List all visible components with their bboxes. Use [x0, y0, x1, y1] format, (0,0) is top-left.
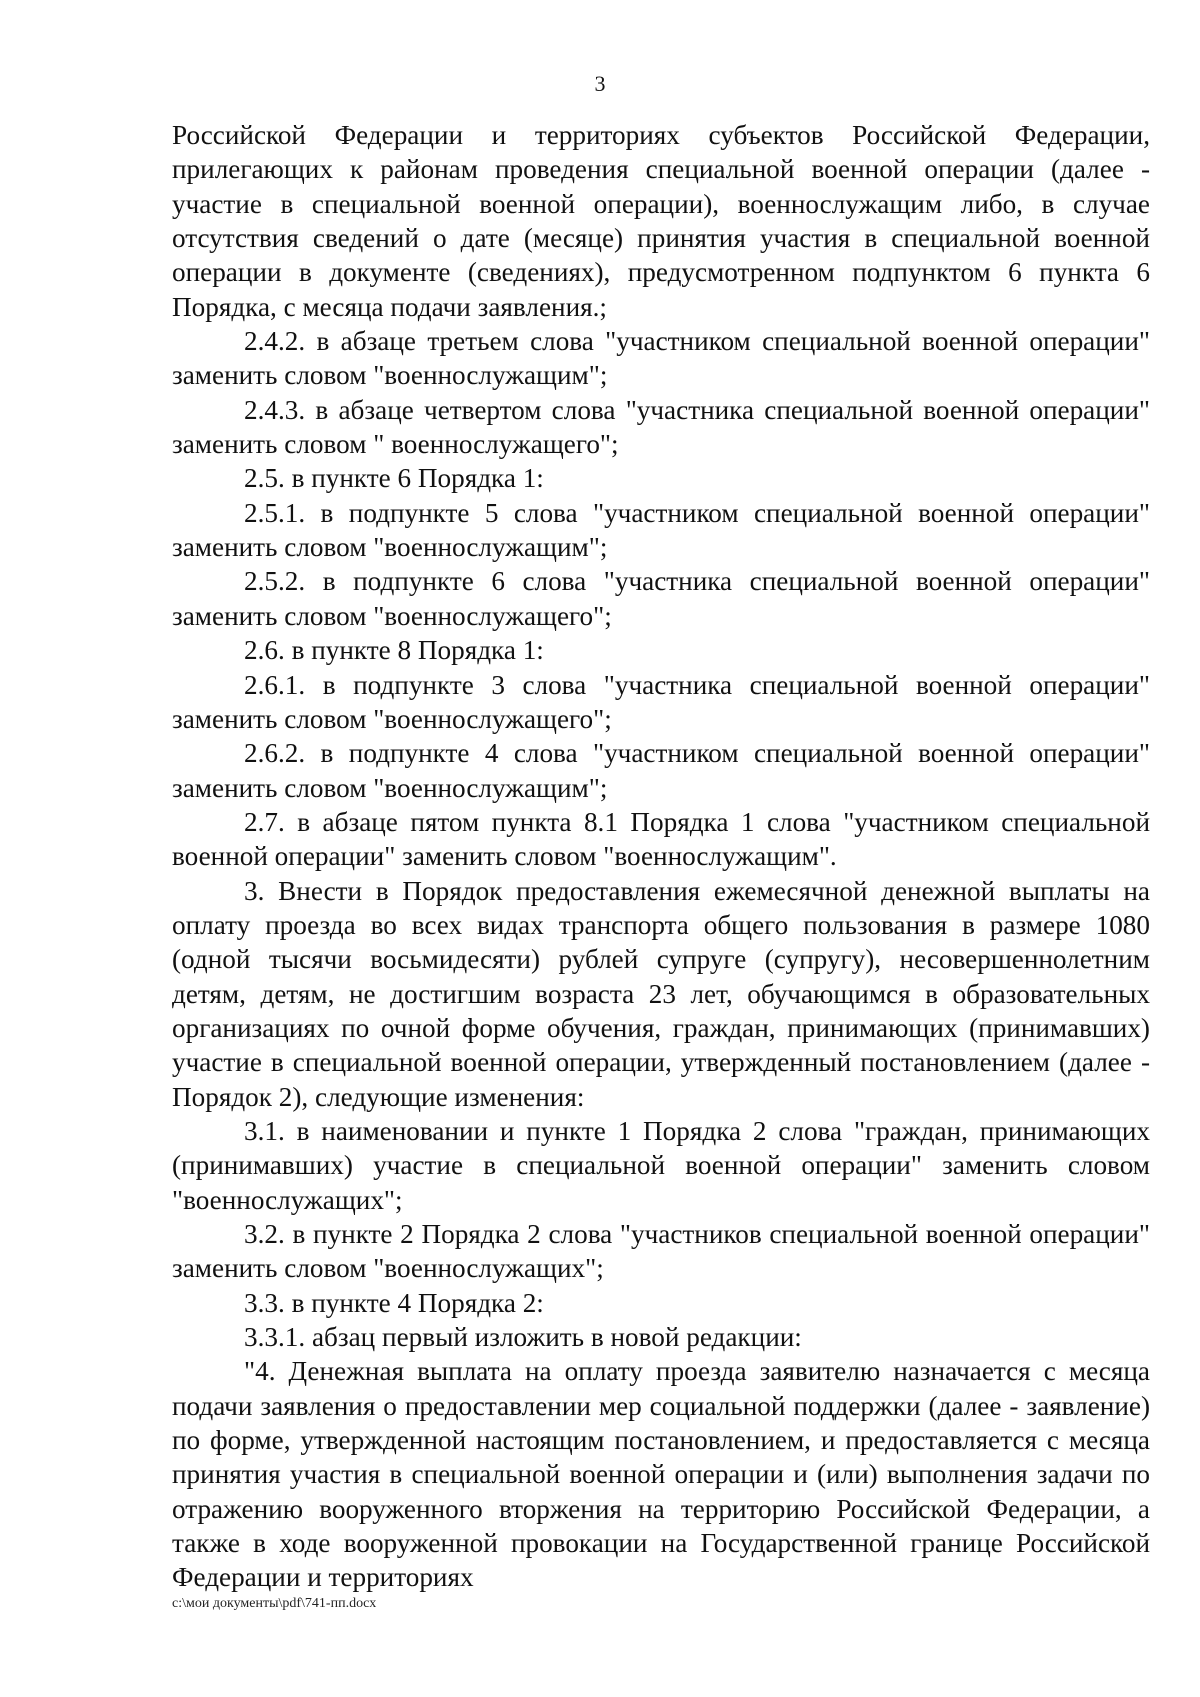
- paragraph-2-6: 2.6. в пункте 8 Порядка 1:: [244, 635, 544, 666]
- paragraph-2-7: 2.7. в абзаце пятом пункта 8.1 Порядка 1 слова "участником специальной военной операции" заменить словом "военнослужащим".: [172, 806, 1150, 872]
- paragraph-3-1: 3.1. в наименовании и пункте 1 Порядка 2 слова "граждан, принимающих (принимавших) участие в специальной военной операции" заменить словом "военнослужащих";: [172, 1115, 1150, 1215]
- paragraph-2-4-3: 2.4.3. в абзаце четвертом слова "участника специальной военной операции" заменить словом " военнослужащего";: [172, 394, 1150, 460]
- paragraph-2-6-1: 2.6.1. в подпункте 3 слова "участника специальной военной операции" заменить словом "военнослужащего";: [172, 669, 1150, 734]
- paragraph-2-5: 2.5. в пункте 6 Порядка 1:: [244, 463, 544, 494]
- paragraph-2-5-2: 2.5.2. в подпункте 6 слова "участника специальной военной операции" заменить словом "военнослужащего";: [172, 566, 1150, 631]
- paragraph-3-3: 3.3. в пункте 4 Порядка 2:: [244, 1287, 544, 1318]
- paragraph-2-5-1: 2.5.1. в подпункте 5 слова "участником специальной военной операции" заменить словом "военнослужащим";: [172, 497, 1150, 563]
- footer-file-path: c:\мои документы\pdf\741-пп.docx: [172, 1596, 377, 1611]
- document-body: [172, 118, 1150, 1595]
- page-number: 3: [594, 71, 606, 96]
- paragraph-2-6-2: 2.6.2. в подпункте 4 слова "участником специальной военной операции" заменить словом "военнослужащим";: [172, 738, 1150, 803]
- paragraph-3-2: 3.2. в пункте 2 Порядка 2 слова "участников специальной военной операции" заменить словом "военнослужащих";: [172, 1219, 1150, 1284]
- paragraph-quoted-4: "4. Денежная выплата на оплату проезда заявителю назначается с месяца подачи заявления о предоставлении мер социальной поддержки (далее - заявление) по форме, утвержденной настоящим постановлением, и предоставляется с месяца принятия участия в специальной военной операции и (или) выполнения задачи по отражению вооруженного вторжения на территорию Российской Федерации, а также в ходе вооруженной провокации на Государственной границе Российской Федерации и территориях: [172, 1356, 1150, 1593]
- paragraph-2-4-2: 2.4.2. в абзаце третьем слова "участником специальной военной операции" заменить словом "военнослужащим";: [172, 326, 1150, 391]
- paragraph-3-3-1: 3.3.1. абзац первый изложить в новой редакции:: [244, 1322, 802, 1353]
- paragraph-3: 3. Внести в Порядок предоставления ежемесячной денежной выплаты на оплату проезда во всех видах транспорта общего пользования в размере 1080 (одной тысячи восьмидесяти) рублей супруге (супругу), несовершеннолетним детям, детям, не достигшим возраста 23 лет, обучающимся в образовательных организациях по очной форме обучения, граждан, принимающих (принимавших) участие в специальной военной операции, утвержденный постановлением (далее - Порядок 2), следующие изменения:: [172, 875, 1150, 1112]
- paragraph-continuation: Российской Федерации и территориях субъектов Российской Федерации, прилегающих к районам проведения специальной военной операции (далее - участие в специальной военной операции), военнослужащим либо, в случае отсутствия сведений о дате (месяце) принятия участия в специальной военной операции в документе (сведениях), предусмотренном подпунктом 6 пункта 6 Порядка, с месяца подачи заявления.;: [172, 120, 1150, 322]
